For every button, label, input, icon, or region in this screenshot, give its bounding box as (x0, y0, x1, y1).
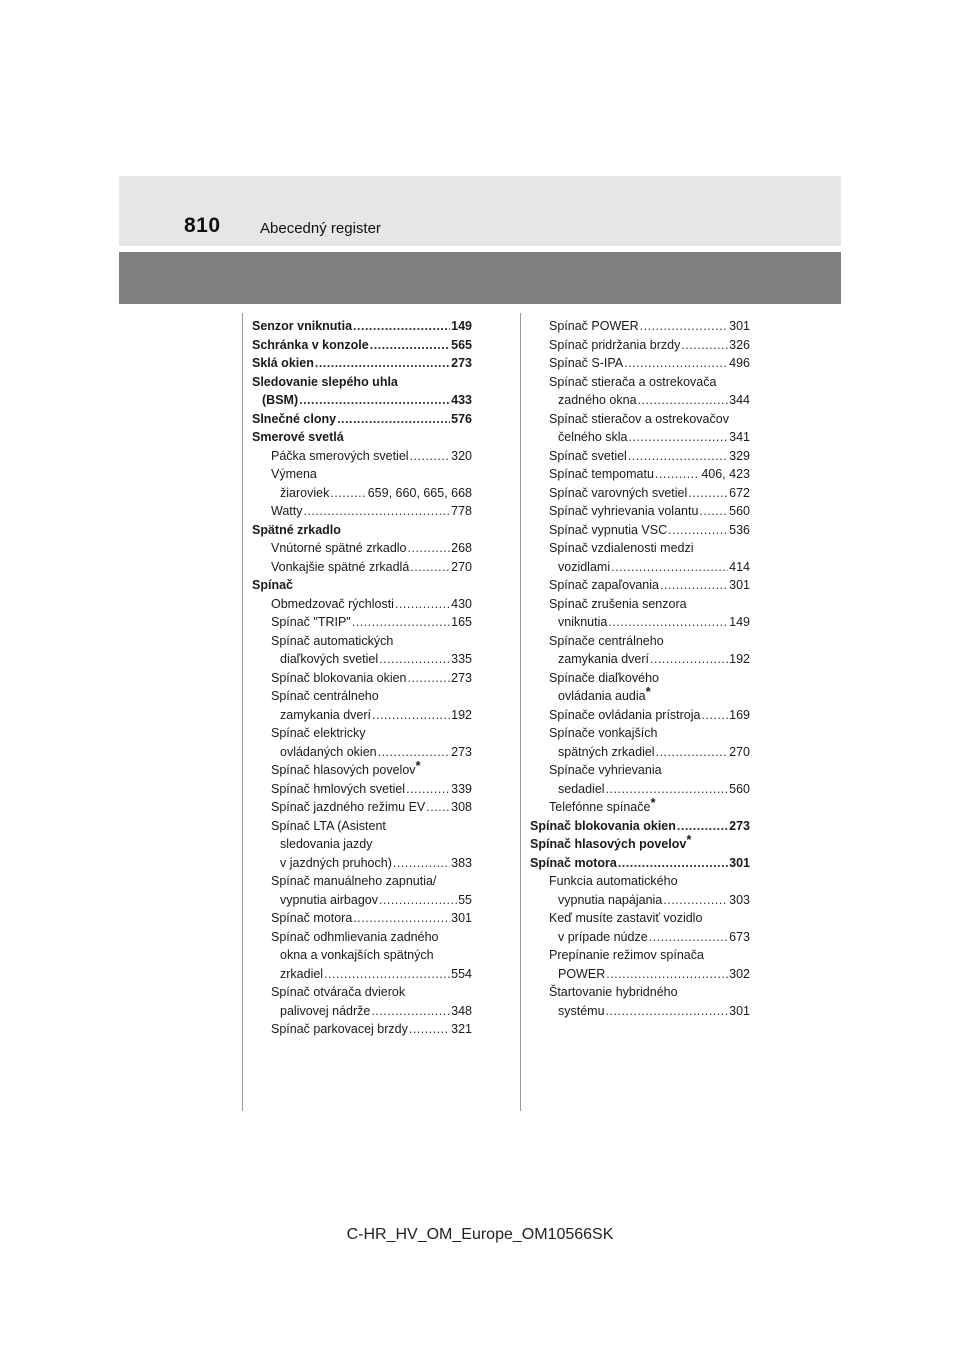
index-entry: (BSM) ..... 433 (252, 391, 472, 410)
index-entry: Spínač blokovania okien ..... 273 (252, 669, 472, 688)
index-entry: POWER ..... 302 (530, 965, 750, 984)
asterisk-mark: * (650, 795, 656, 810)
section-title: Abecedný register (260, 220, 381, 237)
index-heading: Spínač hlasových povelov* (530, 832, 692, 851)
index-entry: Sklá okien ..... 273 (252, 354, 472, 373)
index-entry: sedadiel ..... 560 (530, 780, 750, 799)
index-subheading: Spínač hlasových povelov* (271, 758, 421, 777)
index-entry: ovládaných okien ..... 273 (252, 743, 472, 762)
asterisk-mark: * (645, 684, 651, 699)
index-subheading: Spínač manuálneho zapnutia/ (271, 874, 437, 888)
index-subheading: Telefónne spínače* (549, 795, 656, 814)
index-column-left (252, 317, 472, 1039)
index-entry: vniknutia ..... 149 (530, 613, 750, 632)
index-entry: Spínač zapaľovania ..... 301 (530, 576, 750, 595)
index-subheading: Spínač otvárača dvierok (271, 985, 406, 999)
index-subheading: Spínač automatických (271, 633, 394, 648)
index-heading: Sledovanie slepého uhla (252, 374, 398, 389)
index-entry: zamykania dverí ..... 192 (530, 650, 750, 669)
index-entry: Spínač POWER ..... 301 (530, 317, 750, 336)
index-subheading: ovládania audia* (558, 684, 651, 703)
index-entry: žiaroviek ..... 659, 660, 665, 668 (252, 484, 472, 503)
index-entry: diaľkových svetiel ..... 335 (252, 650, 472, 669)
index-entry: Spínač parkovacej brzdy ..... 321 (252, 1020, 472, 1039)
index-entry: Spínač S-IPA ..... 496 (530, 354, 750, 373)
index-entry: Spínače ovládania prístroja ..... 169 (530, 706, 750, 725)
asterisk-mark: * (686, 832, 692, 847)
index-entry: zadného okna ..... 344 (530, 391, 750, 410)
index-entry: Vnútorné spätné zrkadlo ..... 268 (252, 539, 472, 558)
index-subheading: Spínač stieračov a ostrekovačov (549, 411, 729, 426)
index-entry: palivovej nádrže ..... 348 (252, 1002, 472, 1021)
index-entry: Spínač svetiel ..... 329 (530, 447, 750, 466)
header-band (119, 176, 841, 246)
index-entry: Schránka v konzole ..... 565 (252, 336, 472, 355)
middle-column-rule (520, 313, 521, 1111)
index-subheading: Spínače diaľkového (549, 670, 659, 685)
index-entry: spätných zrkadiel ..... 270 (530, 743, 750, 762)
index-subheading: Funkcia automatického (549, 874, 678, 888)
index-entry: Spínač hmlových svetiel ..... 339 (252, 780, 472, 799)
index-entry: Spínač vypnutia VSC ..... 536 (530, 521, 750, 540)
index-entry: čelného skla ..... 341 (530, 428, 750, 447)
index-entry: Watty ..... 778 (252, 502, 472, 521)
index-subheading: Spínač zrušenia senzora (549, 596, 687, 611)
index-entry: Spínač motora ..... 301 (252, 909, 472, 928)
index-column-right (530, 317, 750, 1020)
index-entry: Senzor vniknutia ..... 149 (252, 317, 472, 336)
index-entry: zamykania dverí ..... 192 (252, 706, 472, 725)
index-heading: Spätné zrkadlo (252, 522, 341, 537)
index-entry: Páčka smerových svetiel ..... 320 (252, 447, 472, 466)
index-subheading: sledovania jazdy (280, 837, 373, 851)
index-subheading: Spínače vonkajších (549, 726, 658, 740)
index-entry: Spínač vyhrievania volantu ..... 560 (530, 502, 750, 521)
index-subheading: Spínače vyhrievania (549, 763, 662, 777)
index-subheading: Spínače centrálneho (549, 633, 664, 648)
index-entry: Spínač "TRIP" ..... 165 (252, 613, 472, 632)
index-heading: Spínač (252, 578, 293, 592)
index-subheading: Spínač centrálneho (271, 689, 379, 703)
index-subheading: Prepínanie režimov spínača (549, 948, 704, 962)
index-heading: Smerové svetlá (252, 430, 344, 444)
index-subheading: okna a vonkajších spätných (280, 948, 434, 962)
index-subheading: Keď musíte zastaviť vozidlo (549, 911, 703, 925)
asterisk-mark: * (415, 758, 421, 773)
index-entry: Spínač pridržania brzdy ..... 326 (530, 336, 750, 355)
index-entry: v prípade núdze ..... 673 (530, 928, 750, 947)
left-column-rule (242, 313, 243, 1111)
header-dark-bar (119, 252, 841, 304)
index-subheading: Spínač stierača a ostrekovača (549, 374, 717, 389)
index-subheading: Výmena (271, 467, 317, 481)
index-entry: Spínač blokovania okien ..... 273 (530, 817, 750, 836)
index-entry: Spínač motora ..... 301 (530, 854, 750, 873)
index-entry: Spínač tempomatu ..... 406, 423 (530, 465, 750, 484)
index-entry: Spínač jazdného režimu EV ..... 308 (252, 798, 472, 817)
index-entry: systému ..... 301 (530, 1002, 750, 1021)
index-subheading: Spínač elektricky (271, 726, 366, 740)
index-subheading: Spínač LTA (Asistent (271, 818, 386, 833)
index-entry: Vonkajšie spätné zrkadlá ..... 270 (252, 558, 472, 577)
index-entry: v jazdných pruhoch) ..... 383 (252, 854, 472, 873)
index-entry: zrkadiel ..... 554 (252, 965, 472, 984)
document-code-footer: C-HR_HV_OM_Europe_OM10566SK (346, 1226, 614, 1243)
index-entry: vypnutia airbagov ..... 55 (252, 891, 472, 910)
index-subheading: Štartovanie hybridného (549, 985, 678, 999)
index-entry: Spínač varovných svetiel ..... 672 (530, 484, 750, 503)
index-entry: vypnutia napájania ..... 303 (530, 891, 750, 910)
page-number: 810 (184, 214, 221, 237)
index-subheading: Spínač odhmlievania zadného (271, 929, 439, 944)
index-entry: Slnečné clony ..... 576 (252, 410, 472, 429)
index-entry: Obmedzovač rýchlosti ..... 430 (252, 595, 472, 614)
index-subheading: Spínač vzdialenosti medzi (549, 541, 694, 555)
index-entry: vozidlami ..... 414 (530, 558, 750, 577)
